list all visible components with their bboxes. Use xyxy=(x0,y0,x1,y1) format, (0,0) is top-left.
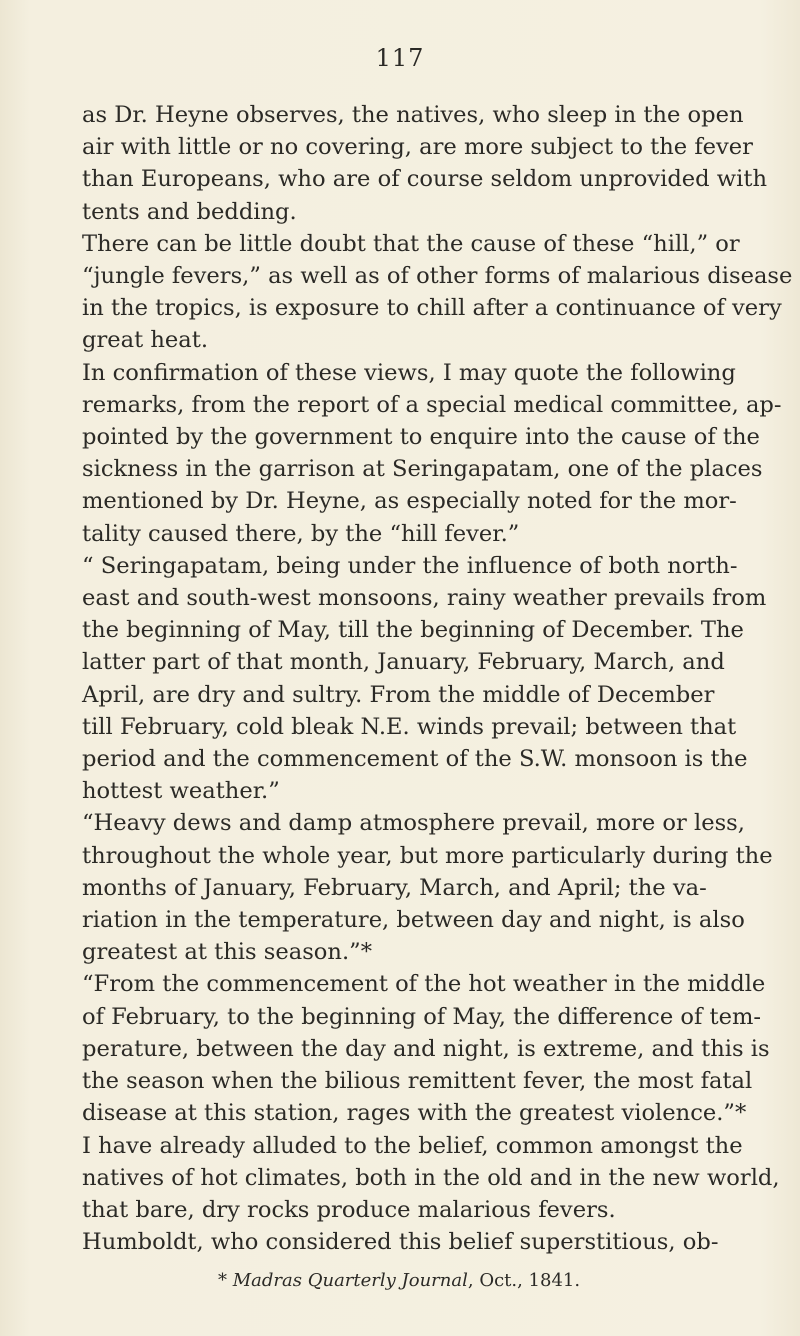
text-line: great heat. xyxy=(82,327,209,354)
text-line: of February, to the beginning of May, the difference of tem- xyxy=(82,1003,762,1030)
text-line: There can be little doubt that the cause of these “hill,” or xyxy=(82,230,740,257)
text-line: “From the commencement of the hot weather in the middle xyxy=(82,971,766,998)
paragraph-1 xyxy=(82,99,767,228)
paragraph-3 xyxy=(82,357,782,550)
text-line: remarks, from the report of a special medical committee, ap- xyxy=(82,391,782,418)
text-line: as Dr. Heyne observes, the natives, who sleep in the open xyxy=(82,102,744,128)
text-line: till February, cold bleak N.E. winds prevail; between that xyxy=(82,713,737,740)
footnote-date: , Oct., 1841. xyxy=(467,1270,581,1291)
text-line: I have already alluded to the belief, common amongst the xyxy=(82,1132,743,1159)
paragraph-2 xyxy=(82,228,793,357)
paragraph-7 xyxy=(82,1130,780,1227)
footnote-source: Madras Quarterly Journal xyxy=(232,1270,468,1291)
paragraph-6 xyxy=(82,968,770,1129)
text-line: mentioned by Dr. Heyne, as especially noted for the mor- xyxy=(82,488,737,515)
text-line: latter part of that month, January, February, March, and xyxy=(82,649,725,676)
text-line: east and south-west monsoons, rainy weather prevails from xyxy=(82,585,767,612)
text-line: sickness in the garrison at Seringapatam, one of the places xyxy=(82,456,763,483)
text-line: “ Seringapatam, being under the influence of both north- xyxy=(82,552,738,579)
text-line: In confirmation of these views, I may quote the following xyxy=(82,359,736,386)
paragraph-8 xyxy=(82,1226,760,1258)
text-line: hottest weather.” xyxy=(82,778,280,805)
text-line: greatest at this season.”* xyxy=(82,939,372,966)
text-line: air with little or no covering, are more subject to the fever xyxy=(82,134,753,161)
text-line: April, are dry and sultry. From the middle of December xyxy=(82,681,715,708)
text-line: than Europeans, who are of course seldom unprovided with xyxy=(82,166,767,193)
text-line: tality caused there, by the “hill fever.” xyxy=(82,520,520,547)
text-line: months of January, February, March, and April; the va- xyxy=(82,874,707,901)
text-line: the season when the bilious remittent fever, the most fatal xyxy=(82,1068,753,1095)
paragraph-5 xyxy=(82,807,773,968)
text-line: “jungle fevers,” as well as of other forms of malarious disease xyxy=(82,263,793,290)
text-line: “Heavy dews and damp atmosphere prevail, more or less, xyxy=(82,810,745,837)
paragraph-4 xyxy=(82,550,767,808)
footnote-marker: * xyxy=(218,1270,227,1291)
text-line: disease at this station, rages with the greatest violence.”* xyxy=(82,1100,747,1127)
text-line: throughout the whole year, but more particularly during the xyxy=(82,842,773,869)
footnote xyxy=(218,1270,580,1291)
text-line: that bare, dry rocks produce malarious fevers. xyxy=(82,1196,616,1223)
text-line: perature, between the day and night, is extreme, and this is xyxy=(82,1035,770,1062)
text-line: period and the commencement of the S.W. monsoon is the xyxy=(82,746,748,773)
page-number: 117 xyxy=(375,44,425,72)
text-line: tents and bedding. xyxy=(82,198,297,225)
body-text xyxy=(82,99,793,1258)
text-line: the beginning of May, till the beginning of December. The xyxy=(82,617,744,644)
text-line: natives of hot climates, both in the old and in the new world, xyxy=(82,1164,780,1191)
text-line: riation in the temperature, between day and night, is also xyxy=(82,907,745,934)
text-line: in the tropics, is exposure to chill after a continuance of very xyxy=(82,295,782,322)
text-line: pointed by the government to enquire into the cause of the xyxy=(82,424,760,451)
text-line: Humboldt, who considered this belief superstitious, ob- xyxy=(82,1229,719,1256)
